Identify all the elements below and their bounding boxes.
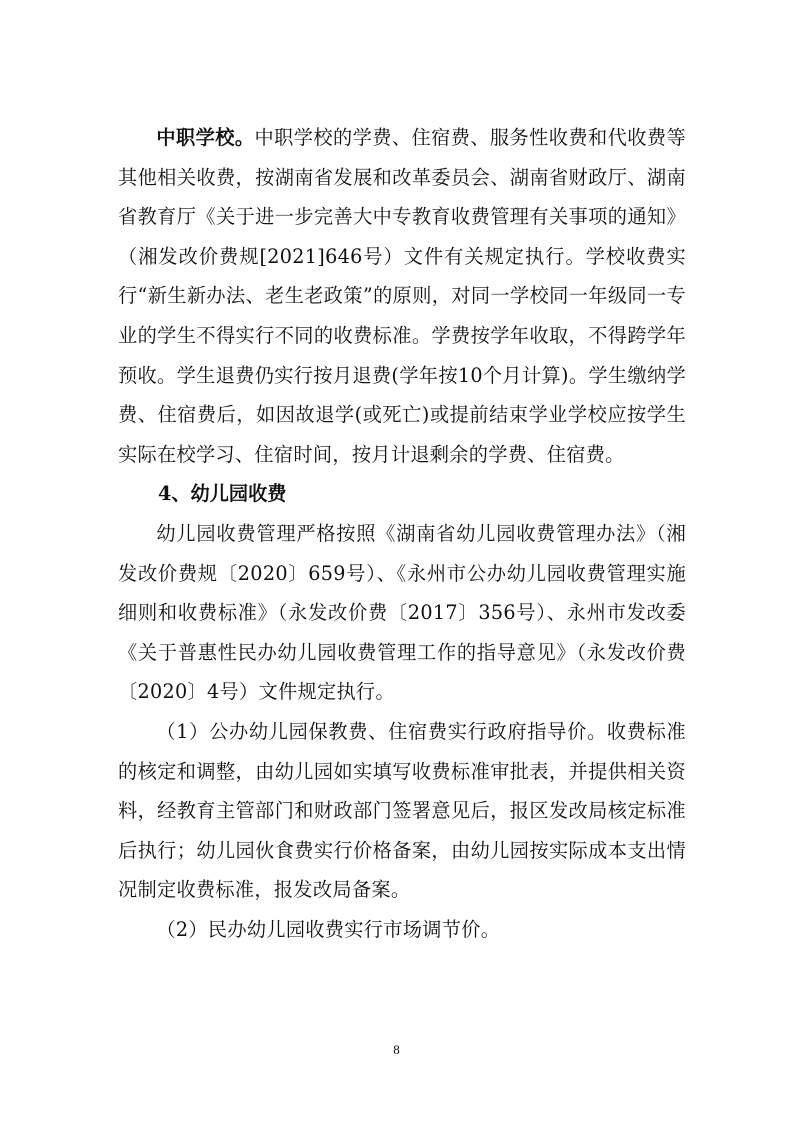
paragraph-text: 中职学校的学费、住宿费、服务性收费和代收费等其他相关收费，按湖南省发展和改革委员会、湖南省财政厅、湖南省教育厅《关于进一步完善大中专教育收费管理有关事项的通知》（湘发改价费规[2021]646号）文件有关规定执行。学校收费实行“新生新办法、老生老政策”的原则，对同一学校同一年级同一专业的学生不得实行不同的收费标准。学费按学年收取，不得跨学年预收。学生退费仍实行按月退费(学年按10个月计算)。学生缴纳学费、住宿费后，如因故退学(或死亡)或提前结束学业学校应按学生实际在校学习、住宿时间，按月计退剩余的学费、住宿费。 — [118, 126, 687, 466]
document-body — [118, 118, 686, 949]
page-number: 8 — [393, 1042, 400, 1057]
paragraph-kindergarten-rules: 幼儿园收费管理严格按照《湖南省幼儿园收费管理办法》（湘发改价费规〔2020〕659号）、《永州市公办幼儿园收费管理实施细则和收费标准》（永发改价费〔2017〕356号）、永州市发改委《关于普惠性民办幼儿园收费管理工作的指导意见》（永发改价费〔2020〕4号）文件规定执行。 — [118, 521, 686, 704]
paragraph-vocational-schools — [118, 118, 686, 474]
section-heading-kindergarten: 4、幼儿园收费 — [158, 482, 287, 506]
paragraph-public-kindergarten: （1）公办幼儿园保教费、住宿费实行政府指导价。收费标准的核定和调整，由幼儿园如实填写收费标准审批表，并提供相关资料，经教育主管部门和财政部门签署意见后，报区发改局核定标准后执行；幼儿园伙食费实行价格备案，由幼儿园按实际成本支出情况制定收费标准，报发改局备案。 — [118, 719, 686, 902]
paragraph-private-kindergarten: （2）民办幼儿园收费实行市场调节价。 — [156, 917, 501, 941]
paragraph-lead: 中职学校。 — [156, 126, 255, 149]
